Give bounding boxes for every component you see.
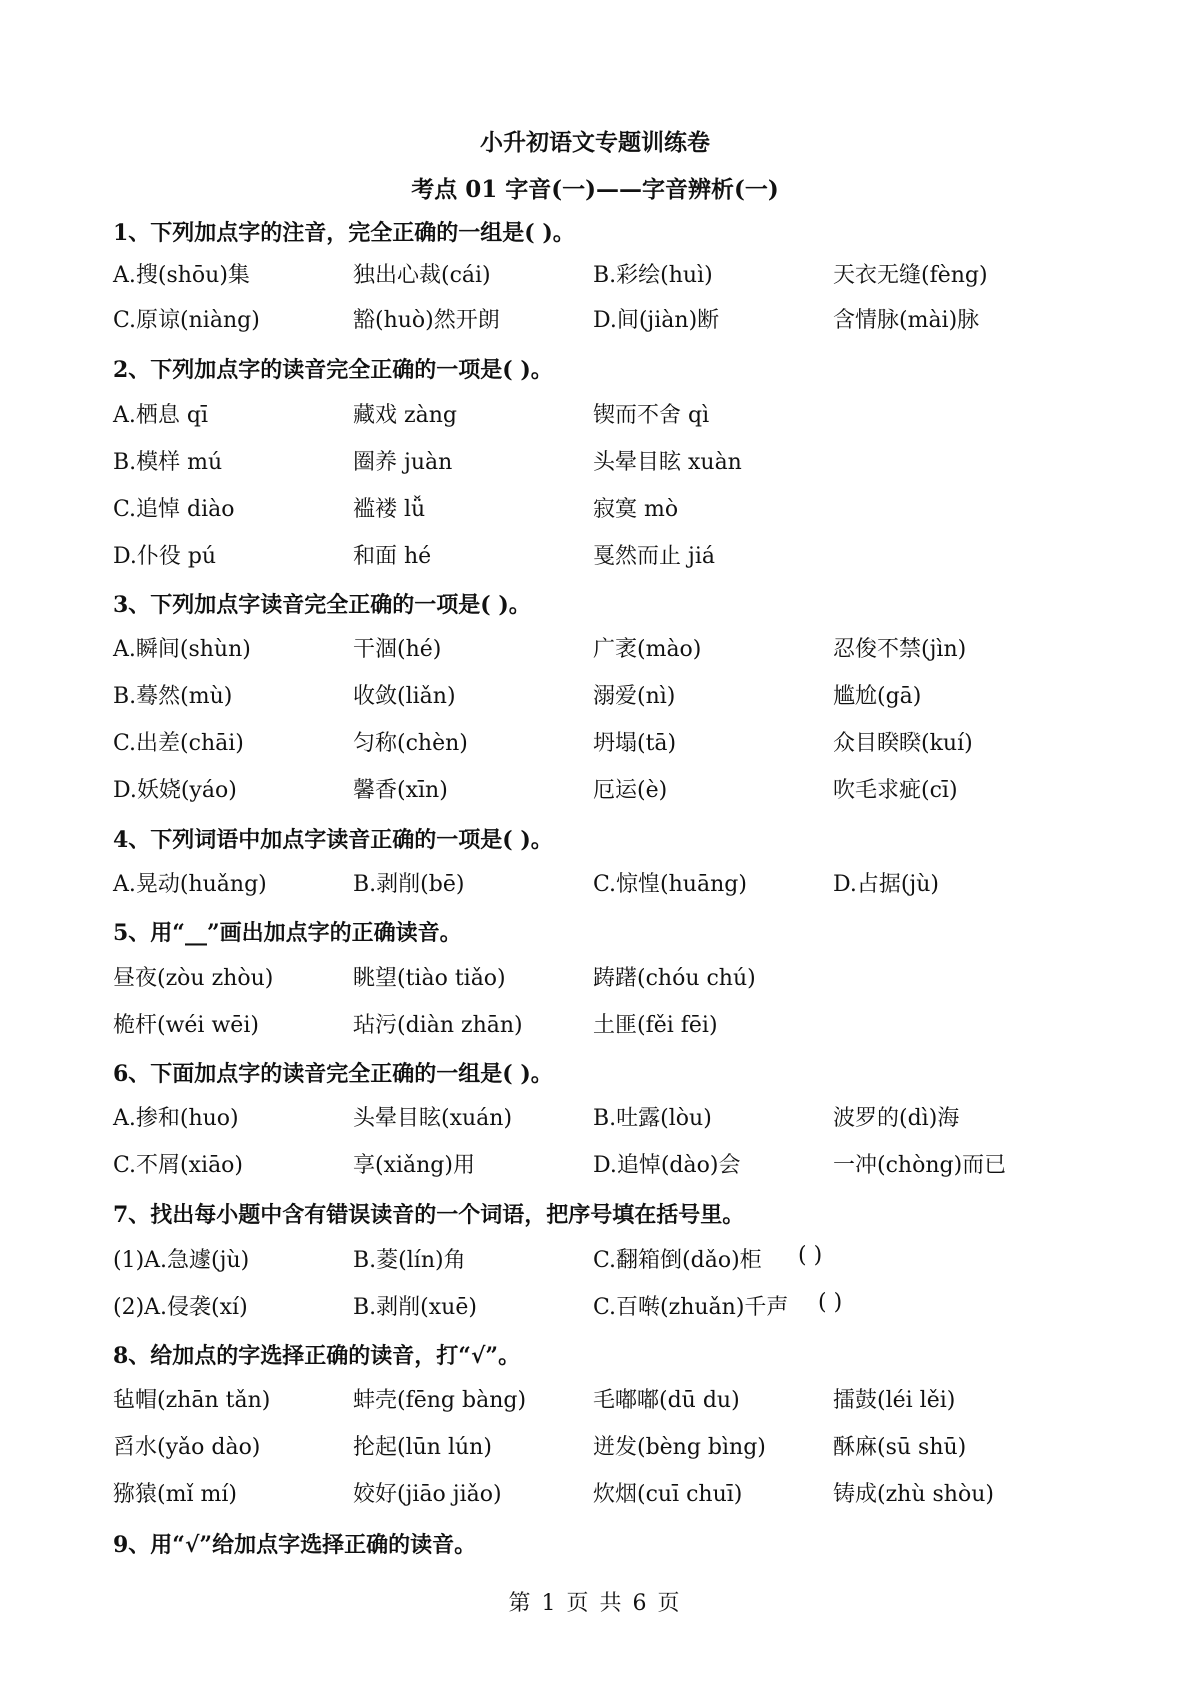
question-2-row (113, 539, 1073, 573)
option: B.剥削(xuē) (353, 1295, 477, 1320)
option: 厄运(è) (593, 778, 668, 803)
option: 尴尬(gā) (833, 684, 922, 709)
option: D.仆役 pú (113, 544, 217, 569)
option: 众目睽睽(kuí) (833, 731, 973, 756)
option: 和面 hé (353, 544, 432, 569)
option: 抡起(lūn lún) (353, 1435, 492, 1460)
option: C.翻箱倒(dǎo)柜 (593, 1248, 762, 1273)
option: B.彩绘(huì) (593, 263, 713, 288)
option: 收敛(liǎn) (353, 684, 456, 709)
option: A.晃动(huǎng) (113, 872, 267, 897)
option: C.百啭(zhuǎn)千声 (593, 1295, 789, 1320)
option: 天衣无缝(fèng) (833, 263, 988, 288)
option: 一冲(chòng)而已 (833, 1153, 1007, 1178)
question-2-stem: 2、下列加点字的读音完全正确的一项是( )。 (113, 357, 553, 383)
question-8-row (113, 1383, 1073, 1417)
question-5-row (113, 961, 1073, 995)
option: A.搜(shōu)集 (113, 263, 250, 288)
option: D.间(jiàn)断 (593, 308, 720, 333)
question-5-row (113, 1008, 1073, 1042)
option: 波罗的(dì)海 (833, 1106, 960, 1131)
question-3-row (113, 632, 1073, 666)
option: 铸成(zhù shòu) (833, 1482, 994, 1507)
option: 独出心裁(cái) (353, 263, 491, 288)
question-1-stem: 1、下列加点字的注音，完全正确的一组是( )。 (113, 220, 575, 246)
option: 头晕目眩 xuàn (593, 450, 742, 475)
question-3-row (113, 726, 1073, 760)
option: 溺爱(nì) (593, 684, 676, 709)
question-5-stem: 5、用“__”画出加点字的正确读音。 (113, 920, 462, 946)
option: 蚌壳(fēng bàng) (353, 1388, 527, 1413)
option: 豁(huò)然开朗 (353, 308, 500, 333)
option: 坍塌(tā) (593, 731, 677, 756)
answer-blank: ( ) (798, 1243, 823, 1268)
question-2-row (113, 445, 1073, 479)
option: 踌躇(chóu chú) (593, 966, 756, 991)
option: 享(xiǎng)用 (353, 1153, 475, 1178)
question-8-stem: 8、给加点的字选择正确的读音，打“√”。 (113, 1343, 521, 1369)
option: 头晕目眩(xuán) (353, 1106, 513, 1131)
option: 舀水(yǎo dào) (113, 1435, 261, 1460)
question-3-row (113, 679, 1073, 713)
option: 毡帽(zhān tǎn) (113, 1388, 271, 1413)
option: 酥麻(sū shū) (833, 1435, 967, 1460)
question-2-row (113, 398, 1073, 432)
option: (2)A.侵袭(xí) (113, 1295, 248, 1320)
option: 忍俊不禁(jìn) (833, 637, 967, 662)
question-8-row (113, 1477, 1073, 1511)
option: C.原谅(niàng) (113, 308, 260, 333)
option: 猕猿(mǐ mí) (113, 1482, 237, 1507)
question-7-row (113, 1290, 1073, 1324)
option: 迸发(bèng bìng) (593, 1435, 766, 1460)
question-3-stem: 3、下列加点字读音完全正确的一项是( )。 (113, 592, 531, 618)
option: B.模样 mú (113, 450, 223, 475)
option: D.追悼(dào)会 (593, 1153, 741, 1178)
document-subtitle: 考点 01 字音(一)——字音辨析(一) (411, 176, 779, 203)
page-footer: 第 1 页 共 6 页 (508, 1591, 682, 1616)
option: C.出差(chāi) (113, 731, 244, 756)
option: C.不屑(xiāo) (113, 1153, 244, 1178)
option: 吹毛求疵(cī) (833, 778, 958, 803)
option: B.蓦然(mù) (113, 684, 233, 709)
option: 炊烟(cuī chuī) (593, 1482, 743, 1507)
option: 藏戏 zàng (353, 403, 457, 428)
option: 褴褛 lǚ (353, 497, 426, 522)
option: 昼夜(zòu zhòu) (113, 966, 274, 991)
option: B.剥削(bē) (353, 872, 465, 897)
option: 广袤(mào) (593, 637, 702, 662)
option: (1)A.急遽(jù) (113, 1248, 250, 1273)
option: 锲而不舍 qì (593, 403, 710, 428)
option: C.追悼 diào (113, 497, 235, 522)
option: 圈养 juàn (353, 450, 453, 475)
option: 姣好(jiāo jiǎo) (353, 1482, 502, 1507)
option: 毛嘟嘟(dū du) (593, 1388, 740, 1413)
option: A.瞬间(shùn) (113, 637, 251, 662)
option: 擂鼓(léi lěi) (833, 1388, 956, 1413)
question-4-stem: 4、下列词语中加点字读音正确的一项是( )。 (113, 827, 553, 853)
question-2-row (113, 492, 1073, 526)
option: 眺望(tiào tiǎo) (353, 966, 506, 991)
option: 馨香(xīn) (353, 778, 448, 803)
option: 匀称(chèn) (353, 731, 468, 756)
option: C.惊惶(huāng) (593, 872, 747, 897)
option: 戛然而止 jiá (593, 544, 715, 569)
question-3-row (113, 773, 1073, 807)
question-1-row (113, 303, 1073, 337)
question-6-stem: 6、下面加点字的读音完全正确的一组是( )。 (113, 1061, 553, 1087)
answer-blank: ( ) (818, 1290, 843, 1315)
option: B.菱(lín)角 (353, 1248, 466, 1273)
question-6-row (113, 1148, 1073, 1182)
question-4-row (113, 867, 1073, 901)
option: 桅杆(wéi wēi) (113, 1013, 259, 1038)
option: D.妖娆(yáo) (113, 778, 237, 803)
question-7-stem: 7、找出每小题中含有错误读音的一个词语，把序号填在括号里。 (113, 1202, 745, 1228)
option: A.掺和(huo) (113, 1106, 239, 1131)
option: 含情脉(mài)脉 (833, 308, 980, 333)
question-1-row (113, 258, 1073, 292)
option: 玷污(diàn zhān) (353, 1013, 523, 1038)
option: A.栖息 qī (113, 403, 208, 428)
option: B.吐露(lòu) (593, 1106, 712, 1131)
question-6-row (113, 1101, 1073, 1135)
question-8-row (113, 1430, 1073, 1464)
question-7-row (113, 1243, 1073, 1277)
document-title: 小升初语文专题训练卷 (480, 129, 710, 156)
option: 寂寞 mò (593, 497, 679, 522)
option: 土匪(fěi fēi) (593, 1013, 718, 1038)
option: 干涸(hé) (353, 637, 442, 662)
option: D.占据(jù) (833, 872, 940, 897)
question-9-stem: 9、用“√”给加点字选择正确的读音。 (113, 1532, 477, 1558)
